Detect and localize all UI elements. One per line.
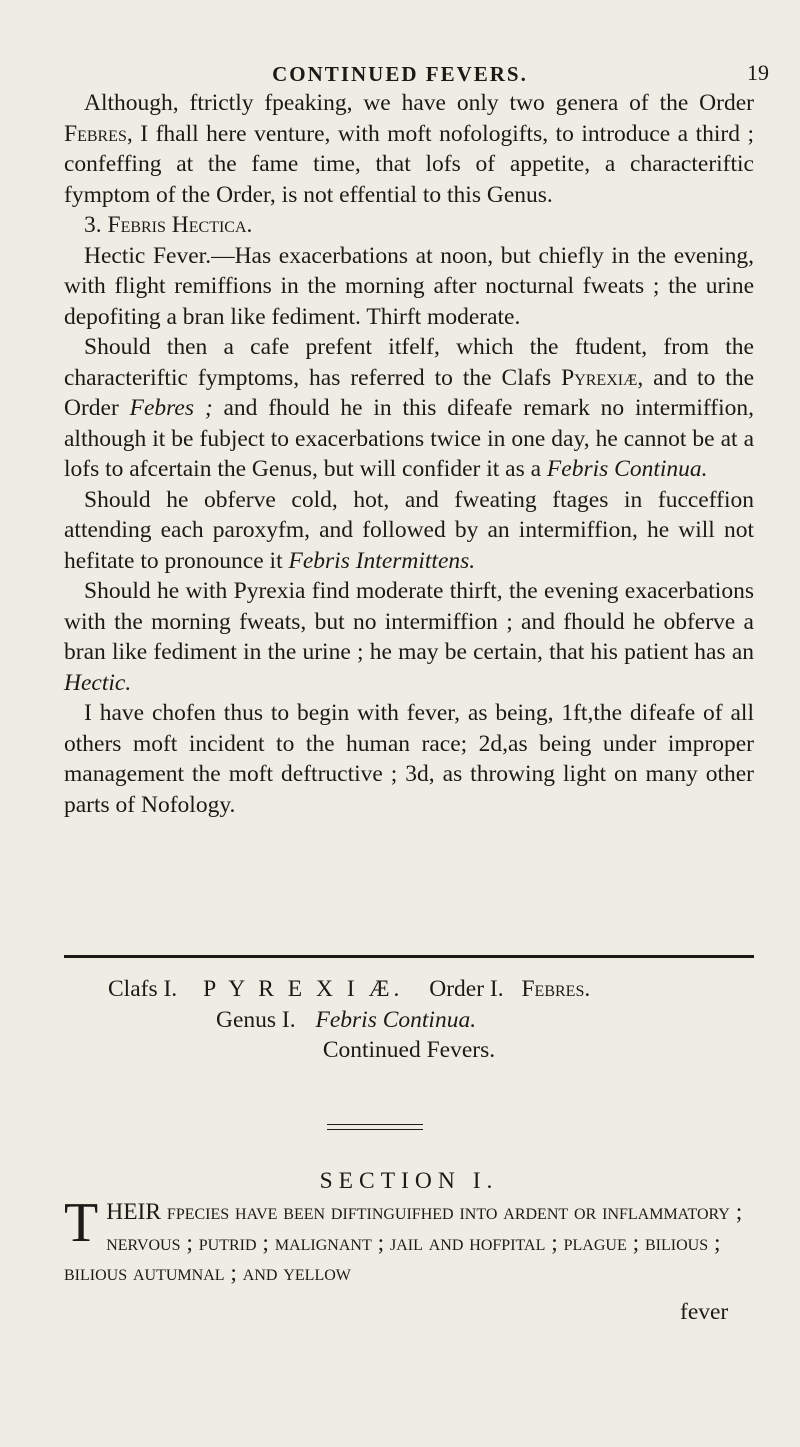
text-run: Should he with Pyrexia find moderate thirft, the evening exacerbations with the morning fweats, but no intermiffion ; and fhould he obferve a bran like fediment in the urine ; he may be certain, that his patient has an: [64, 578, 754, 665]
genus-heading: 3. Febris Hectica.: [84, 212, 253, 238]
class-line: [64, 975, 754, 1004]
double-rule-bottom: [327, 1129, 423, 1130]
text-run: , I fhall here venture, with moft nofologifts, to introduce a third ; confeffing at the fame time, that lofs of appetite, a characteriftic fymptom of the Order, is not effential to this Genus.: [64, 120, 754, 208]
paragraph-hectic: Hectic Fever.—Has exacerbations at noon, but chiefly in the evening, with flight remiffions in the morning after nocturnal fweats ; the urine depofiting a bran like fediment. Thirft moderate.: [64, 242, 754, 330]
text-run: , and to the Order: [64, 364, 754, 421]
text-run: and fhould he in this difeafe remark no intermiffion, although it be fubject to exacerbations twice in one day, he cannot be at a lofs to afcertain the Genus, but will confider it as a: [64, 395, 754, 482]
paragraph-continua: [64, 332, 754, 485]
drop-cap: T: [64, 1192, 99, 1254]
class-name: P Y R E X I Æ.: [203, 976, 404, 1002]
order-name: Febres.: [521, 976, 591, 1002]
text-run: Should he obferve cold, hot, and fweating ftages in fucceffion attending each paroxyfm, and followed by an intermiffion, he will not hefitate to pronounce it: [64, 486, 754, 574]
text-run: Although, ftrictly fpeaking, we have only two genera of the Order: [84, 90, 754, 116]
text-run: Febres ;: [129, 395, 213, 421]
paragraph-intermittens: [64, 485, 754, 577]
text-run: HEIR fpecies have been diftinguifhed into ardent or inflammatory ; nervous ; putrid ; malignant ; jail and hofpital ; plague ; bilious ; bilious autumnal ; and yellow: [64, 1199, 743, 1286]
paragraph-hectic-diagnosis: [64, 576, 754, 698]
genus-line: [64, 1006, 754, 1035]
section-divider: [64, 955, 754, 958]
genus-name: Febris Continua.: [315, 1007, 477, 1033]
text-run: Febris Intermittens.: [288, 547, 476, 574]
class-label: Clafs I.: [108, 976, 178, 1002]
paragraph-species: [64, 1192, 754, 1289]
page-body: [64, 88, 754, 820]
text-run: Pyrexiæ: [561, 364, 638, 391]
paragraph-intro: [64, 88, 754, 210]
text-run: Febres: [64, 120, 127, 147]
catchword: fever: [680, 1299, 729, 1325]
continued-fevers-title: Continued Fevers.: [322, 1037, 496, 1063]
text-run: Febris Continua.: [546, 456, 708, 482]
page-number: 19: [747, 60, 769, 85]
text-run: Should then a cafe prefent itfelf, which the ftudent, from the characteriftic fymptoms, has referred to the Clafs: [64, 334, 754, 391]
order-label: Order I.: [429, 976, 504, 1002]
text-run: Hectic.: [64, 669, 132, 696]
section-heading: SECTION I.: [319, 1168, 499, 1194]
double-rule-top: [327, 1124, 423, 1125]
genus-label: Genus I.: [216, 1007, 296, 1033]
paragraph-reason: I have chofen thus to begin with fever, as being, 1ft,the difeafe of all others moft incident to the human race; 2d,as being under improper management the moft deftructive ; 3d, as throwing light on many other parts of Nofology.: [64, 700, 754, 818]
running-head: CONTINUED FEVERS.: [272, 62, 528, 86]
